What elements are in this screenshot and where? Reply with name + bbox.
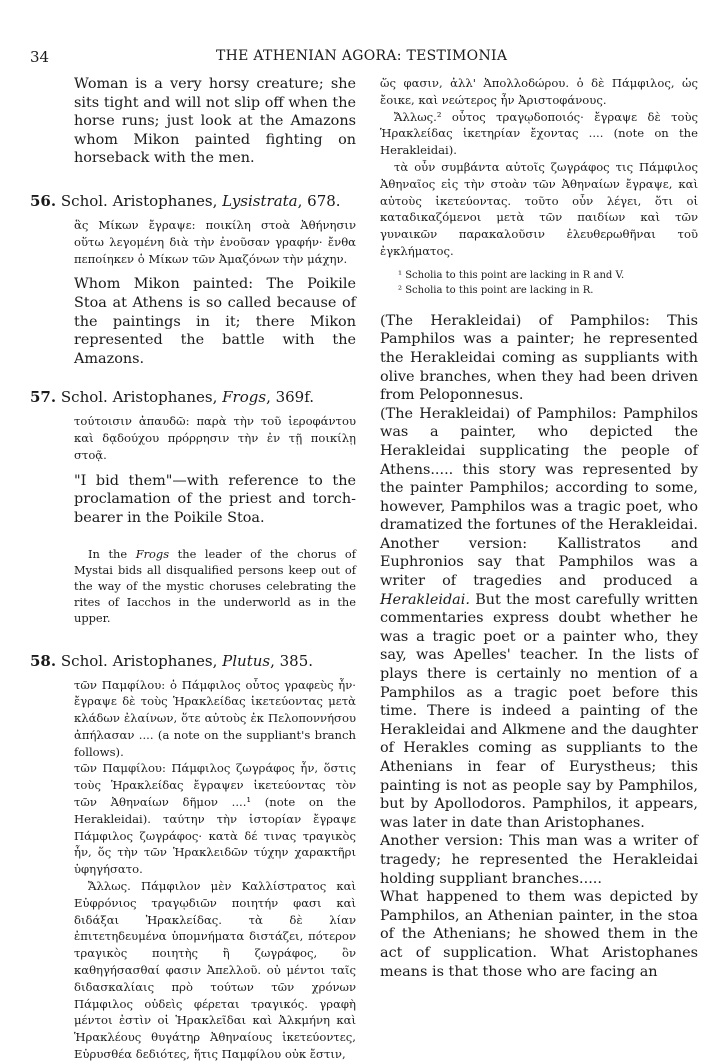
entry-57-note-post: the leader of the chorus of Mystai bids all disqualified persons keep out of the way of the mystic choruses celebrating the rites of Iacchos in the underworld as in the upper. (74, 546, 356, 625)
left-column (30, 75, 356, 1063)
footnotes (380, 268, 698, 298)
entry-57-note-pre: In the (88, 546, 136, 561)
greek-allos-2: Ἄλλως.² οὗτος τραγῳδοποιός· ἔγραψε δὲ τοὺς Ἡρακλείδας ἱκετηρίαν ἔχοντας .... (note on the Herakleidai). (380, 109, 698, 158)
entry-57-number: 57. (30, 388, 57, 407)
entry-56-greek: ἃς Μίκων ἔγραψε: ποικίλη στοὰ Ἀθήνησιν οὕτω λεγομένη διὰ τὴν ἐνοῦσαν γραφήν· ἔνθα πεποίηκεν ὁ Μίκων τῶν Ἀμαζόνων τὴν μάχην. (74, 217, 356, 266)
translation-2 (380, 405, 698, 833)
entry-58-greek-1: τῶν Παμφίλου: ὁ Πάμφιλος οὗτος γραφεὺς ἦν· ἔγραψε δὲ τοὺς Ἡρακλείδας ἱκετεύοντας μετὰ κλάδων ἐλαίνων, ὅτε αὐτοὺς ἐκ Πελοποννήσου ἀπήλασαν .... (a note on the suppliant's branch follows). (74, 677, 356, 759)
intro-text: Woman is a very horsy creature; she sits tight and will not slip off when the horse runs; just look at the Amazons whom Mikon painted fighting on horseback with the men. (74, 76, 356, 167)
entry-56-number: 56. (30, 191, 57, 210)
entry-57-note-work: Frogs (135, 546, 170, 561)
entry-56-ref: , 678. (297, 191, 341, 210)
right-column (380, 75, 698, 981)
entry-58-number: 58. (30, 651, 57, 670)
page-number: 34 (30, 48, 50, 66)
translation-2-work: Herakleidai. (380, 591, 470, 608)
entry-58-source: Schol. Aristophanes, (60, 651, 223, 670)
entry-57-translation: "I bid them"—with reference to the proclamation of the priest and torch-bearer in the Poikile Stoa. (74, 472, 356, 526)
footnote-2: ² Scholia to this point are lacking in R. (398, 284, 594, 296)
entry-58-work: Plutus (222, 651, 271, 670)
translation-2-post: But the most carefully written commentaries express doubt whether he was a tragic poet or a painter who, they say, was Apelles' teacher. In the lists of plays there is certainly no mention of a Pamphilos as a tragic poet before this time. There is indeed a painting of the Herakleidai and Alkmene and the daughter of Herakles coming as suppliants to the Athenians in fear of Eurystheus; this painting is not as people say by Pamphilos, but by Apollodoros. Pamphilos, it appears, was later in date than Aristophanes. (380, 591, 698, 831)
entry-57-heading (30, 388, 356, 407)
entry-56-translation: Whom Mikon painted: The Poikile Stoa at Athens is so called because of the paintings in it; there Mikon represented the battle with the Amazons. (74, 276, 356, 367)
translation-4: What happened to them was depicted by Pamphilos, an Athenian painter, in the stoa of the Athenians; he showed them in the act of supplication. What Aristophanes means is that those who are facing an (380, 889, 698, 980)
greek-summary: τὰ οὖν συμβάντα αὐτοῖς ζωγράφος τις Πάμφιλος Ἀθηναῖος εἰς τὴν στοὰν τῶν Ἀθηναίων ἔγραψε, καὶ αὐτοὺς ἱκετεύοντας. τοῦτο οὖν λέγει, ὅτι οἱ καταδικαζόμενοι μετὰ τῶν παιδίων καὶ τῶν γυναικῶν παρακαλοῦσιν ἐλευθερωθῆναι τοῦ ἐγκλήματος. (380, 159, 698, 258)
running-title: THE ATHENIAN AGORA: TESTIMONIA (216, 48, 508, 64)
greek-continuation: ὥς φασιν, ἀλλ' Ἀπολλοδώρου. ὁ δὲ Πάμφιλος, ὡς ἔοικε, καὶ νεώτερος ἦν Ἀριστοφάνους. (380, 76, 698, 107)
translation-1: (The Herakleidai) of Pamphilos: This Pamphilos was a painter; he represented the Herakleidai coming as suppliants with olive branches, when they had been driven from Peloponnesus. (380, 312, 698, 404)
footnote-1: ¹ Scholia to this point are lacking in R and V. (398, 269, 625, 281)
translation-3: Another version: This man was a writer of tragedy; he represented the Herakleidai holding suppliant branches..... (380, 833, 698, 887)
entry-57-note (30, 546, 356, 626)
entry-57-greek: τούτοισιν ἀπαυδῶ: παρὰ τὴν τοῦ ἱεροφάντου καὶ δᾳδούχου πρόρρησιν τὴν ἐν τῇ ποικίλῃ στοᾷ. (74, 414, 356, 462)
entry-58-greek-3: Ἄλλως. Πάμφιλον μὲν Καλλίστρατος καὶ Εὐφρόνιος τραγῳδιῶν ποιητήν φασι καὶ διδάξαι Ἡρακλείδας. τὰ δὲ λίαν ἐπιτετηδευμένα ὑπομνήματα διστάζει, πότερον τραγικὸς ποιητὴς ἢ ζωγράφος, ὃν καθηγήσασθαί φασιν Ἀπελλοῦ. οὐ μέντοι ταῖς διδασκαλίαις πρὸ τούτων τῶν χρόνων Πάμφιλος οὐδεὶς φέρεται τραγικός. γραφὴ μέντοι ἐστὶν οἱ Ἡρακλεῖδαι καὶ Ἀλκμήνη καὶ Ἡρακλέους θυγάτηρ Ἀθηναίους ἱκετεύοντες, Εὐρυσθέα δεδιότες, ἥτις Παμφίλου οὐκ ἔστιν, (74, 879, 356, 1062)
entry-57-ref: , 369f. (266, 388, 315, 407)
translation-2-pre: (The Herakleidai) of Pamphilos: Pamphilos was a painter, who depicted the Herakleidai supplicating the people of Athens..... this story was represented by the painter Pamphilos; according to some, however, Pamphilos was a tragic poet, who dramatized the fortunes of the Herakleidai. Another version: Kallistratos and Euphronios say that Pamphilos was a writer of tragedies and produced a (380, 405, 698, 590)
entry-56-work: Lysistrata (222, 191, 298, 210)
entry-57-work: Frogs (222, 388, 267, 407)
entry-58-greek-2: τῶν Παμφίλου: Πάμφιλος ζωγράφος ἦν, ὅστις τοὺς Ἡρακλείδας ἔγραψεν ἱκετεύοντας τὸν τῶν Ἀθηναίων δῆμον ....¹ (note on the Herakleidai). ταύτην τὴν ἱστορίαν ἔγραψε Πάμφιλος ζωγράφος· κατὰ δέ τινας τραγικὸς ἦν, ὅς τὴν τῶν Ἡρακλειδῶν τύχην χαρακτῆρι ὑφηγήσατο. (74, 761, 356, 877)
entry-56-heading (30, 192, 356, 211)
entry-58-ref: , 385. (270, 651, 314, 670)
entry-57-source: Schol. Aristophanes, (60, 388, 223, 407)
entry-56-source: Schol. Aristophanes, (60, 191, 223, 210)
entry-58-heading (30, 652, 356, 671)
